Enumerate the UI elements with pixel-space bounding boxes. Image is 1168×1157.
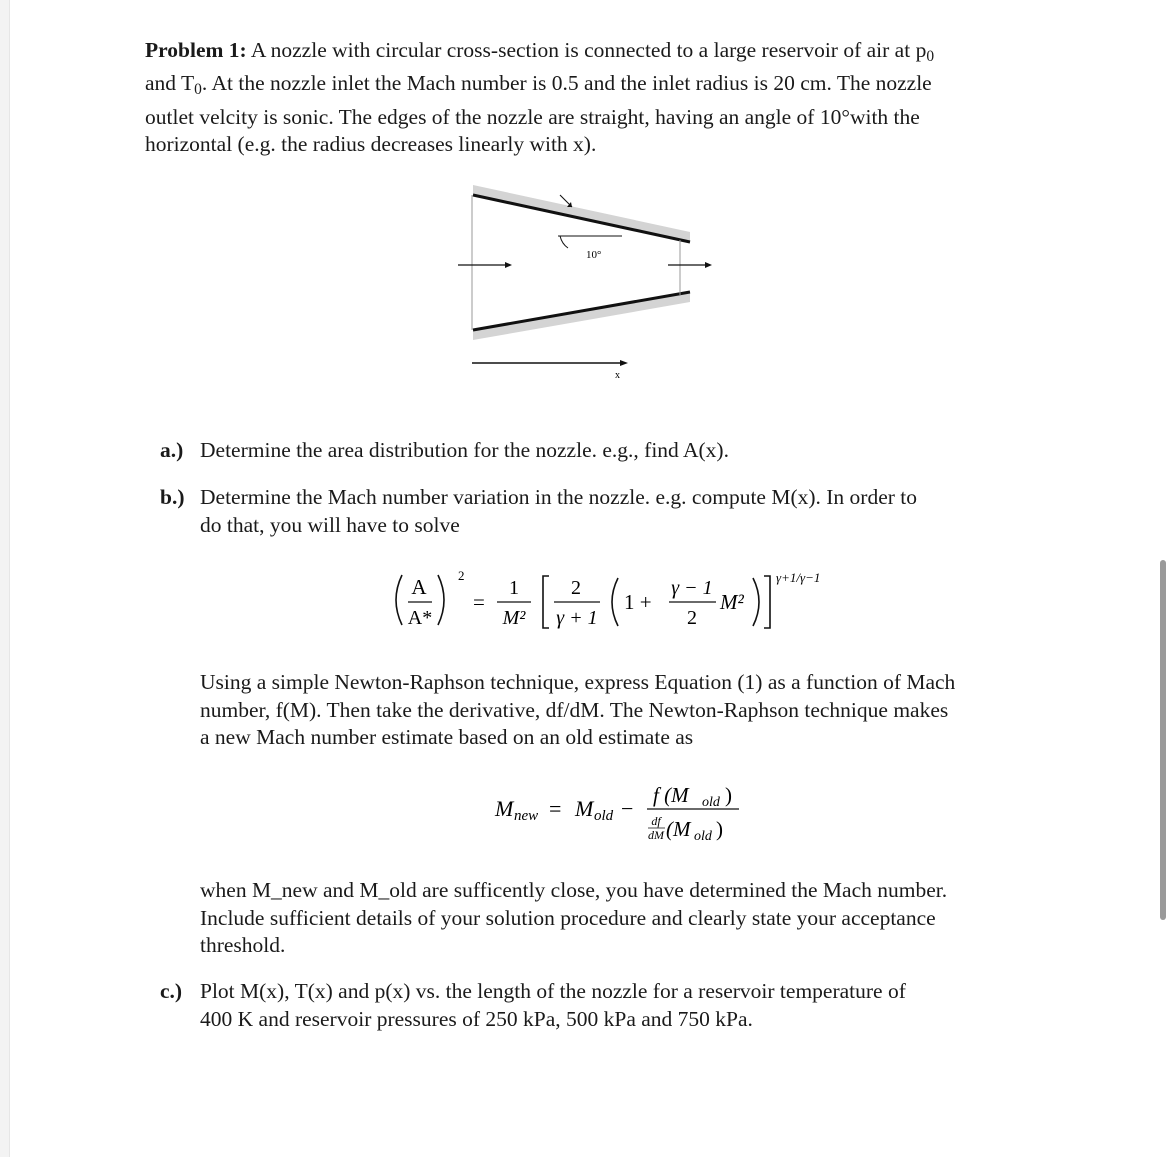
- inner-paren-right: [753, 578, 759, 626]
- frac2-numerator: 2: [571, 577, 581, 599]
- nozzle-diagram: [450, 180, 720, 380]
- frac3-denominator: 2: [687, 607, 697, 629]
- part-b-intro: Determine the Mach number variation in the nozzle. e.g. compute M(x). In order to do that, you will have to solve: [200, 485, 918, 537]
- nr-denominator-close: ): [716, 817, 723, 841]
- nr-minus: −: [621, 796, 634, 821]
- upper-wall: [473, 195, 690, 242]
- angle-arc: [560, 236, 568, 248]
- problem-line-2: and $T_0$. At the nozzle inlet the Mach number is 0.5 and the inlet radius is 20 cm. The nozzle: [145, 71, 932, 99]
- lower-wall: [473, 292, 690, 330]
- nr-numerator-close: ): [725, 783, 732, 807]
- problem-heading: Problem 1:: [145, 38, 247, 62]
- newton-raphson-paragraph: Using a simple Newton-Raphson technique, express Equation (1) as a function of Mach number, f(M). Then take the derivative, df/dM. The Newton-Raphson technique makes a new Mach number estimate based on an old estimate as: [200, 670, 956, 749]
- convergence-paragraph: when M_new and M_old are sufficently close, you have determined the Mach number. Include sufficient details of your solution procedure and clearly state your acceptance threshold.: [200, 878, 948, 957]
- nr-numerator-subscript: old: [702, 795, 720, 810]
- m-old-subscript: old: [594, 808, 614, 824]
- newton-raphson-equation: [493, 778, 753, 842]
- area-mach-equation: [384, 560, 854, 640]
- part-c-label: c.): [160, 979, 183, 1003]
- x-axis-label: x: [615, 370, 620, 380]
- bracket-right: [764, 576, 770, 628]
- problem-line-4: horizontal (e.g. the radius decreases linearly with x).: [145, 132, 597, 157]
- m-new: M: [495, 796, 514, 821]
- x-axis-arrowhead: [620, 360, 628, 366]
- part-b-label: b.): [160, 485, 185, 509]
- m-old: M: [575, 796, 594, 821]
- part-a-text: Determine the area distribution for the nozzle. e.g., find A(x).: [200, 438, 729, 462]
- one-plus: 1 +: [624, 590, 652, 614]
- frac2-denominator: γ + 1: [556, 607, 598, 629]
- problem-line-3: outlet velcity is sonic. The edges of the nozzle are straight, having an angle of 10°with the: [145, 104, 920, 129]
- paren-left: [396, 575, 402, 625]
- outlet-arrowhead: [705, 262, 712, 268]
- inner-paren-left: [612, 578, 618, 626]
- inlet-arrowhead: [505, 262, 512, 268]
- nr-df: df: [651, 814, 661, 828]
- lhs-exponent: 2: [458, 568, 465, 583]
- mach-squared: M²: [720, 590, 744, 614]
- problem-statement: [145, 37, 1035, 159]
- frac3-numerator: γ − 1: [671, 577, 713, 599]
- frac1-denominator: M²: [502, 607, 526, 629]
- part-a-label: a.): [160, 438, 184, 462]
- nr-denominator-subscript: old: [694, 829, 712, 842]
- frac1-numerator: 1: [509, 577, 519, 599]
- nr-denominator: (M: [666, 817, 691, 841]
- problem-line-1: Problem 1: A nozzle with circular cross-section is connected to a large reservoir of air at $p_0$: [145, 38, 935, 65]
- nr-numerator: f (M: [653, 783, 689, 807]
- bracket-left: [543, 576, 549, 628]
- nr-dm: dM: [648, 828, 664, 842]
- lhs-denominator: A*: [407, 607, 433, 629]
- part-c-text: Plot M(x), T(x) and p(x) vs. the length of the nozzle for a reservoir temperature of 400 K and reservoir pressures of 250 kPa, 500 kPa and 750 kPa.: [200, 979, 906, 1031]
- m-new-subscript: new: [514, 808, 539, 824]
- lhs-numerator: A: [411, 575, 427, 599]
- equals-sign: =: [473, 590, 485, 614]
- outer-exponent: γ+1/γ−1: [776, 570, 821, 585]
- angle-label: 10°: [586, 249, 602, 261]
- nr-equals: =: [549, 796, 562, 821]
- paren-right: [438, 575, 444, 625]
